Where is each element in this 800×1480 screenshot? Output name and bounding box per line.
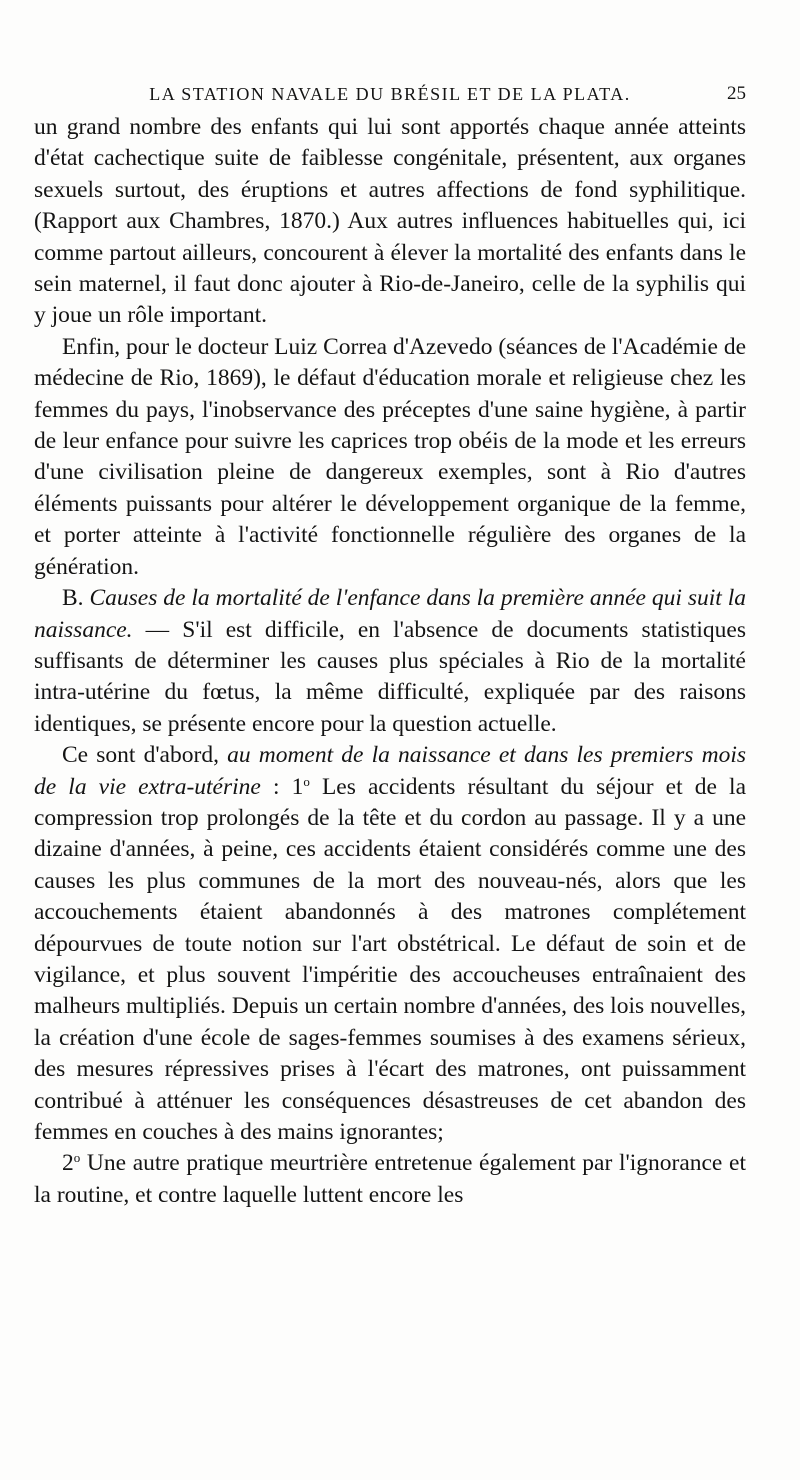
paragraph-text: Une autre pratique meurtrière entretenue également par l'ignorance et la routine, et contre laquelle luttent encore les (34, 1150, 746, 1208)
body-text (34, 112, 746, 1211)
paragraph-lead: 2 (62, 1150, 74, 1177)
ordinal-superscript: o (303, 773, 310, 789)
paragraph-syphilis (34, 112, 746, 332)
ordinal-superscript: o (73, 1150, 81, 1166)
paragraph-section-b (34, 583, 746, 740)
paragraph-lead: Ce sont d'abord, (62, 742, 228, 769)
paragraph-second-cause (34, 1148, 746, 1211)
section-letter: B. (62, 585, 90, 612)
paragraph-text-continued: Les accidents résultant du séjour et de la compression trop prolongés de la tête et du cordon au passage. Il y a une dizaine d'années, à peine, ces accidents étaient considérés comme une des causes les plus communes de la mort des nouveau-nés, alors que les accouchements étaient abandonnés à des matrones complétement dépourvues de toute notion sur l'art obstétrical. Le défaut de soin et de vigilance, et plus souvent l'impéritie des accoucheuses entraînaient des malheurs multipliés. Depuis un certain nombre d'années, des lois nouvelles, la création d'une école de sages-femmes soumises à des examens sérieux, des mesures répressives prises à l'écart des matrones, ont puissamment contribué à atténuer les conséquences désastreuses de cet abandon des femmes en couches à des mains ignorantes; (34, 773, 746, 1145)
paragraph-first-causes (34, 740, 746, 1148)
paragraph-azevedo (34, 332, 746, 583)
paragraph-text: Enfin, pour le docteur Luiz Correa d'Azevedo (séances de l'Académie de médecine de Rio, 1869), le défaut d'éducation morale et religieuse chez les femmes du pays, l'inobservance des préceptes d'une saine hygiène, à partir de leur enfance pour suivre les caprices trop obéis de la mode et les erreurs d'une civilisation pleine de dangereux exemples, sont à Rio d'autres éléments puissants pour altérer le développement organique de la femme, et porter atteinte à l'activité fonctionnelle régulière des organes de la génération. (34, 333, 746, 580)
page-number: 25 (727, 83, 746, 104)
section-heading-italic: Causes de la mortalité de l'enfance dans la première année qui suit la naissance. (34, 585, 746, 643)
running-title: LA STATION NAVALE DU BRÉSIL ET DE LA PLATA. (149, 84, 631, 104)
paragraph-text: : 1 (260, 773, 304, 800)
paragraph-text: un grand nombre des enfants qui lui sont apportés chaque année atteints d'état cachectique suite de faiblesse congénitale, présentent, aux organes sexuels surtout, des éruptions et autres affections de fond syphilitique. (Rapport aux Chambres, 1870.) Aux autres influences habituelles qui, ici comme partout ailleurs, concourent à élever la mortalité des enfants dans le sein maternel, il faut donc ajouter à Rio-de-Janeiro, celle de la syphilis qui y joue un rôle important. (34, 114, 746, 329)
paragraph-text: — S'il est difficile, en l'absence de documents statistiques suffisants de déterminer les causes plus spéciales à Rio de la mortalité intra-utérine du fœtus, la même difficulté, expliquée par des raisons identiques, se présente encore pour la question actuelle. (34, 616, 746, 737)
running-head (34, 78, 746, 110)
italic-phrase: au moment de la naissance et dans les premiers mois de la vie extra-utérine (34, 742, 746, 800)
